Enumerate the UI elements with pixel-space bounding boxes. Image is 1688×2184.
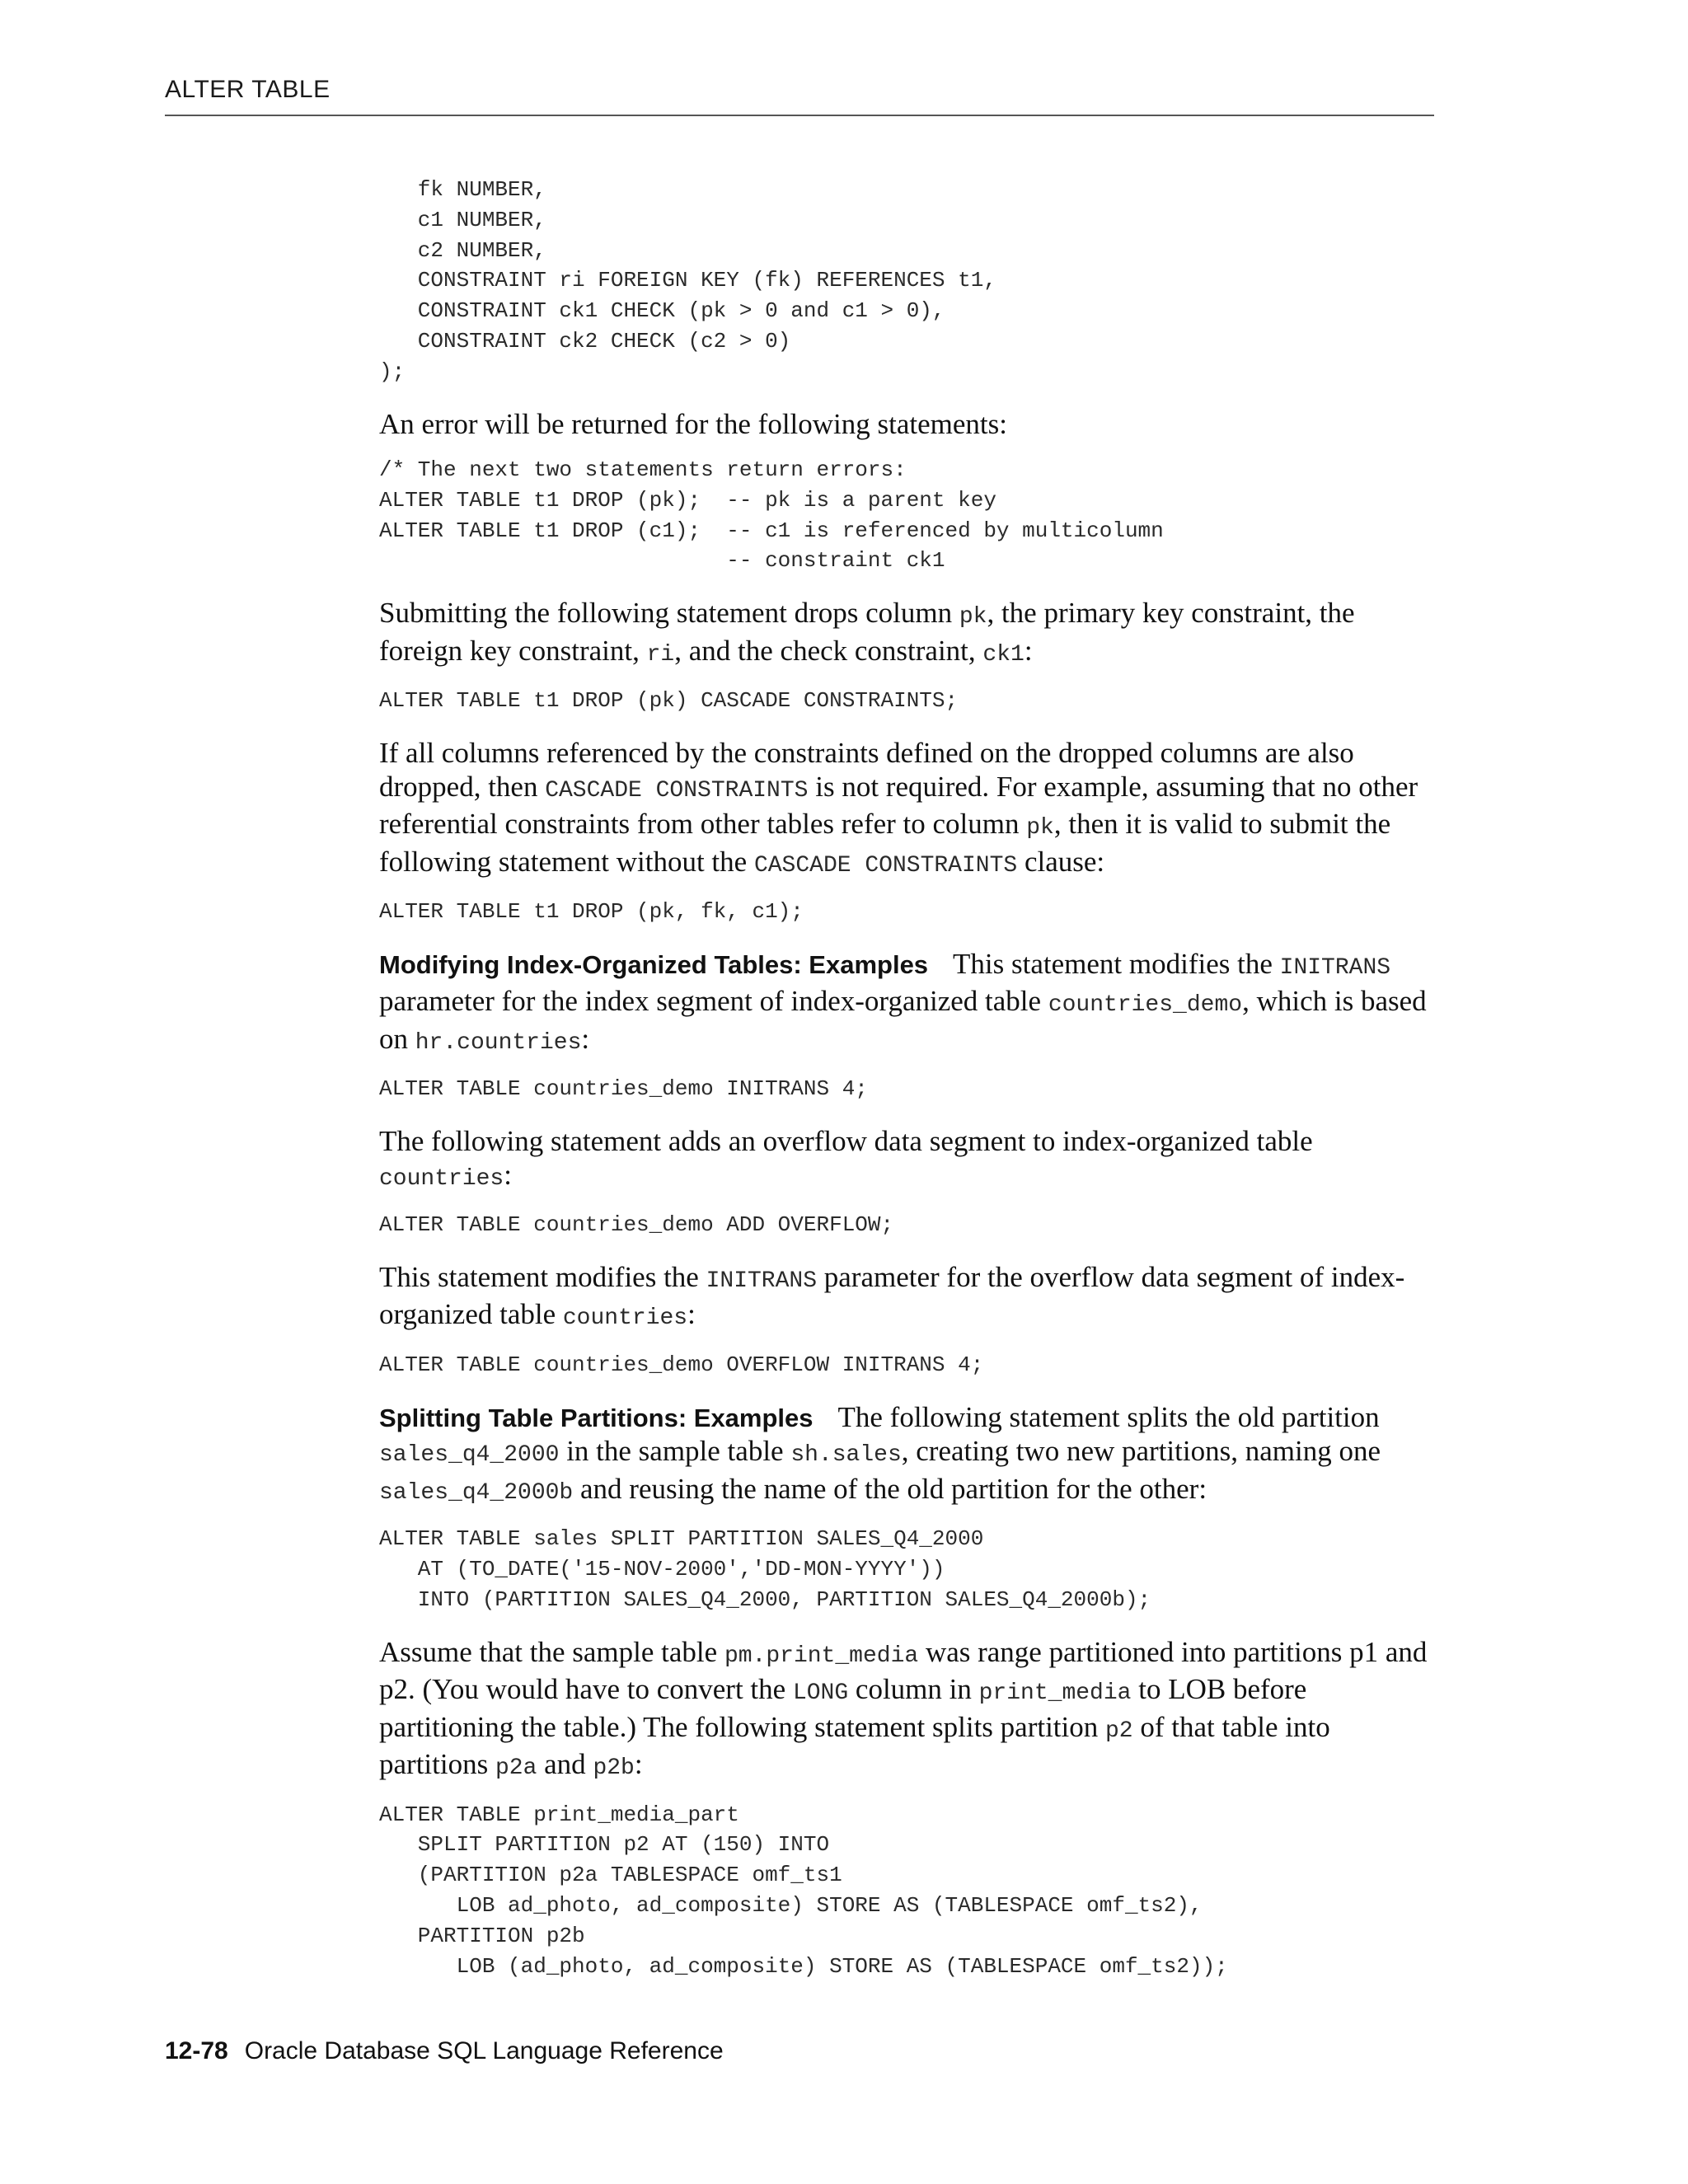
code-example: ALTER TABLE t1 DROP (pk, fk, c1); — [379, 899, 804, 925]
inline-code: countries — [562, 1305, 688, 1332]
paragraph-text: This statement modifies the — [379, 1260, 706, 1293]
block-spacer — [379, 927, 1442, 948]
inline-code: print_media — [978, 1680, 1132, 1707]
paragraph-text: Submitting the following statement drops column — [379, 597, 959, 630]
body-paragraph — [379, 1636, 1442, 1786]
paragraph-text: to LOB before partitioning the table.) The following statement splits partition — [379, 1673, 1307, 1743]
paragraph-text: was range partitioned into partitions p1 and p2. (You would have to convert the — [379, 1635, 1428, 1706]
code-example: ALTER TABLE print_media_part SPLIT PARTITION p2 AT (150) INTO (PARTITION p2a TABLESPACE omf_ts1 LOB ad_photo, ad_composite) STORE AS (TABLESPACE omf_ts2), PARTITION p2b LOB (ad_photo, ad_composite) STORE AS (TABLESPACE omf_ts2)); — [379, 1802, 1228, 1979]
paragraph-text: : — [687, 1298, 696, 1331]
paragraph-text: , which is based on — [379, 985, 1427, 1055]
inline-code: sales_q4_2000b — [379, 1479, 574, 1506]
paragraph-text: , and the check constraint, — [674, 634, 983, 667]
paragraph-text: : — [504, 1158, 512, 1191]
paragraph-text: An error will be returned for the following statements: — [379, 407, 1008, 440]
section-run-in-heading: Modifying Index-Organized Tables: Examples — [379, 949, 929, 979]
block-spacer — [379, 672, 1442, 686]
code-example: ALTER TABLE countries_demo INITRANS 4; — [379, 1076, 868, 1102]
inline-code: INITRANS — [1279, 954, 1391, 981]
code-example: ALTER TABLE t1 DROP (pk) CASCADE CONSTRAINTS; — [379, 688, 959, 714]
code-example: fk NUMBER, c1 NUMBER, c2 NUMBER, CONSTRAINT ri FOREIGN KEY (fk) REFERENCES t1, CONSTRAINT ck1 CHECK (pk > 0 and c1 > 0), CONSTRAINT ck2 CHECK (c2 > 0) ); — [379, 177, 996, 384]
paragraph-text: in the sample table — [559, 1435, 791, 1468]
block-spacer — [379, 1510, 1442, 1524]
paragraph-text: If all columns referenced by the constraints defined on the dropped columns are also dropped, then — [379, 737, 1354, 803]
block-spacer — [379, 1104, 1442, 1125]
inline-code: p2a — [495, 1755, 537, 1782]
paragraph-text: This statement modifies the — [953, 947, 1280, 980]
block-spacer — [379, 1240, 1442, 1261]
block-spacer — [379, 441, 1442, 455]
block-spacer — [379, 1380, 1442, 1401]
inline-code: LONG — [792, 1680, 849, 1707]
paragraph-text: , creating two new partitions, naming one — [901, 1435, 1381, 1468]
paragraph-text: : — [581, 1022, 590, 1055]
book-title: Oracle Database SQL Language Reference — [244, 2037, 724, 2064]
inline-code: sh.sales — [790, 1442, 902, 1469]
block-spacer — [379, 716, 1442, 737]
block-spacer — [379, 883, 1442, 897]
paragraph-text: The following statement splits the old partition — [837, 1400, 1380, 1433]
paragraph-text: and reusing the name of the old partition for the other: — [573, 1472, 1207, 1505]
header-rule — [165, 115, 1434, 116]
block-spacer — [379, 1196, 1442, 1210]
example-section-paragraph — [379, 1401, 1442, 1511]
inline-code: CASCADE CONSTRAINTS — [753, 852, 1018, 879]
inline-code: sales_q4_2000 — [379, 1442, 560, 1469]
paragraph-text: , the primary key constraint, the foreign key constraint, — [379, 597, 1355, 667]
paragraph-text: is not required. For example, assuming that no other referential constraints from other tables refer to column — [379, 770, 1418, 841]
inline-code: ck1 — [982, 641, 1025, 668]
inline-code: hr.countries — [415, 1029, 582, 1056]
inline-code: p2 — [1105, 1718, 1133, 1744]
block-spacer — [379, 1060, 1442, 1074]
page-number: 12-78 — [165, 2037, 228, 2064]
running-header: ALTER TABLE — [165, 76, 331, 103]
paragraph-text: of that table into partitions — [379, 1710, 1330, 1781]
section-run-in-heading: Splitting Table Partitions: Examples — [379, 1403, 814, 1432]
paragraph-text: parameter for the index segment of index-organized table — [379, 985, 1048, 1018]
block-spacer — [379, 1336, 1442, 1350]
block-spacer — [379, 576, 1442, 597]
code-example: ALTER TABLE countries_demo ADD OVERFLOW; — [379, 1212, 894, 1238]
inline-code: pm.print_media — [724, 1643, 919, 1669]
block-spacer — [379, 1786, 1442, 1800]
example-section-paragraph — [379, 948, 1442, 1061]
inline-code: countries — [379, 1165, 504, 1192]
block-spacer — [379, 1615, 1442, 1636]
body-paragraph — [379, 597, 1442, 672]
paragraph-text: The following statement adds an overflow data segment to index-organized table — [379, 1125, 1313, 1158]
page-footer — [165, 2037, 724, 2065]
paragraph-text: : — [1024, 634, 1033, 667]
code-example: /* The next two statements return errors: ALTER TABLE t1 DROP (pk); -- pk is a parent key ALTER TABLE t1 DROP (c1); -- c1 is referenced by multicolumn -- constraint ck1 — [379, 457, 1164, 574]
paragraph-text: , then it is valid to submit the following statement without the — [379, 808, 1391, 878]
paragraph-text: clause: — [1017, 845, 1105, 878]
body-paragraph — [379, 737, 1442, 883]
paragraph-text: column in — [848, 1673, 979, 1706]
body-paragraph — [379, 1125, 1442, 1196]
code-example: ALTER TABLE countries_demo OVERFLOW INITRANS 4; — [379, 1352, 984, 1377]
paragraph-text: : — [634, 1748, 643, 1781]
inline-code: pk — [1026, 815, 1054, 841]
body-paragraph — [379, 408, 1442, 442]
page-body — [379, 175, 1442, 1981]
inline-code: pk — [959, 604, 987, 630]
inline-code: ri — [646, 641, 675, 668]
body-paragraph — [379, 1261, 1442, 1336]
inline-code: CASCADE CONSTRAINTS — [545, 777, 809, 804]
paragraph-text: parameter for the overflow data segment of index-organized table — [379, 1260, 1405, 1331]
inline-code: p2b — [593, 1755, 635, 1782]
inline-code: INITRANS — [706, 1268, 818, 1294]
paragraph-text: Assume that the sample table — [379, 1635, 724, 1668]
code-example: ALTER TABLE sales SPLIT PARTITION SALES_Q4_2000 AT (TO_DATE('15-NOV-2000','DD-MON-YYYY')) INTO (PARTITION SALES_Q4_2000, PARTITION SALES_Q4_2000b); — [379, 1526, 1151, 1612]
inline-code: countries_demo — [1048, 992, 1243, 1019]
paragraph-text: and — [537, 1748, 593, 1781]
block-spacer — [379, 387, 1442, 408]
